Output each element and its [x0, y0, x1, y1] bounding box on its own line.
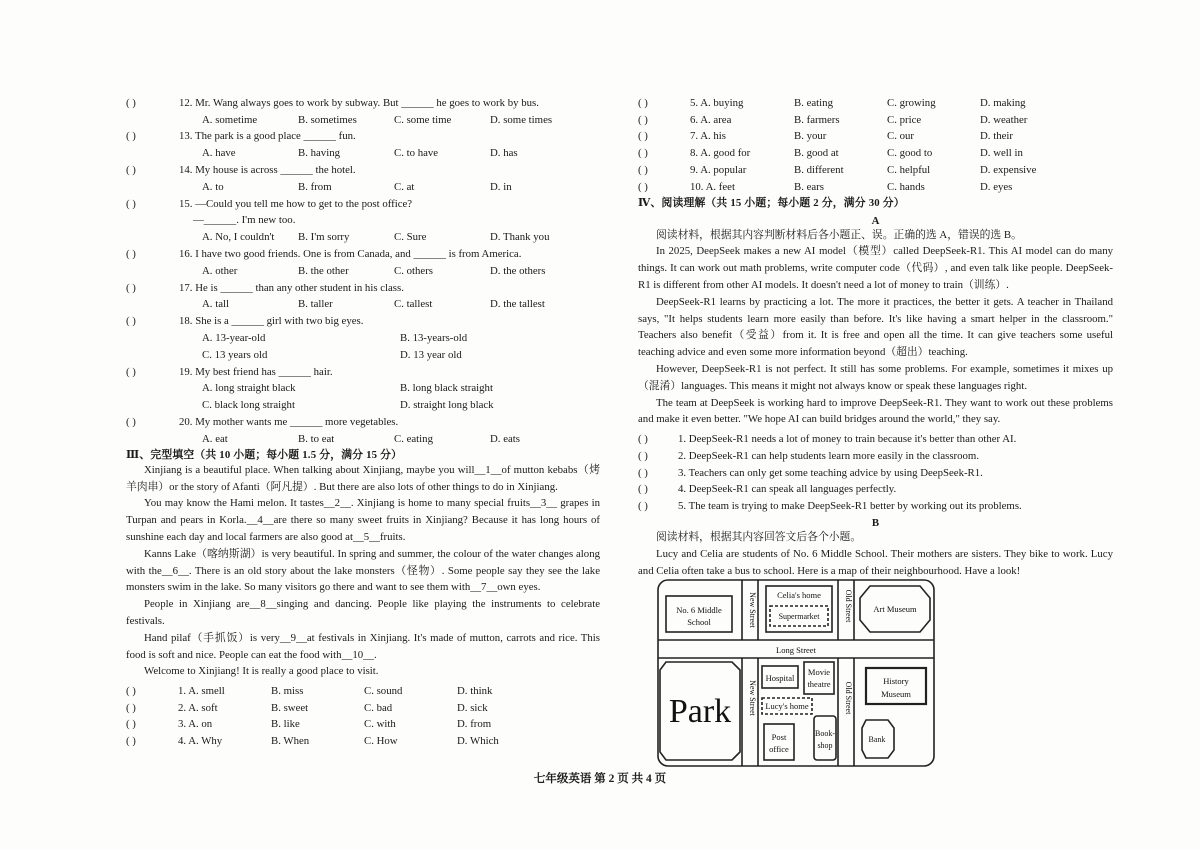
cloze-option-row — [638, 142, 1113, 159]
answer-paren[interactable]: ( ) — [638, 113, 648, 126]
answer-paren[interactable]: ( ) — [126, 163, 136, 176]
option: B. good at — [794, 147, 839, 160]
question-16 — [126, 243, 600, 260]
map-label-park: Park — [668, 693, 732, 730]
map-label-new-street: New Street — [748, 592, 757, 628]
option: B. When — [271, 735, 310, 748]
option: 1. A. smell — [178, 684, 225, 697]
instruction-a: 阅读材料，根据其内容判断材料后各小题正、误。正确的选 A，错误的选 B。 — [656, 228, 1022, 241]
question-stem: 4. DeepSeek-R1 can speak all languages perfectly. — [678, 483, 897, 496]
option: D. expensive — [980, 163, 1037, 176]
answer-paren[interactable]: ( ) — [638, 96, 648, 109]
option: C. hands — [887, 180, 925, 193]
option: C. to have — [394, 147, 439, 160]
option: D. sick — [457, 701, 488, 714]
option-row — [126, 327, 600, 344]
cloze-paragraph: Welcome to Xinjiang! It is really a good place to visit. — [144, 665, 379, 678]
option-row — [126, 294, 600, 311]
question-stem: —______. I'm new too. — [193, 214, 296, 227]
option: B. to eat — [298, 432, 335, 445]
option: A. have — [202, 147, 236, 160]
cloze-option-row — [126, 730, 600, 747]
map-label-old-street: Old Street — [844, 589, 853, 623]
option-row — [126, 260, 600, 277]
option: 10. A. feet — [690, 180, 735, 193]
answer-paren[interactable]: ( ) — [126, 415, 136, 428]
option: C. black long straight — [202, 399, 295, 412]
option: A. to — [202, 180, 224, 193]
option: D. from — [457, 718, 492, 731]
option: C. good to — [887, 147, 933, 160]
option: D. 13 year old — [400, 348, 462, 361]
answer-paren[interactable]: ( ) — [638, 432, 648, 445]
map-label-post-office: office — [769, 744, 789, 754]
option: 7. A. his — [690, 130, 726, 143]
option: C. others — [394, 264, 433, 277]
map-label-history-museum: History — [883, 676, 909, 686]
cloze-option-row — [126, 680, 600, 697]
option: D. has — [490, 147, 518, 160]
page-footer: 七年级英语 第 2 页 共 4 页 — [533, 773, 667, 785]
option: C. some time — [394, 113, 452, 126]
option: D. eyes — [980, 180, 1013, 193]
option: C. at — [394, 180, 415, 193]
option: C. How — [364, 735, 398, 748]
option-row — [126, 428, 600, 445]
map-label-old-street: Old Street — [844, 681, 853, 715]
option: 5. A. buying — [690, 96, 744, 109]
question-19 — [126, 361, 600, 378]
option: C. with — [364, 718, 396, 731]
option: C. growing — [887, 96, 936, 109]
question-stem: 20. My mother wants me ______ more vegetables. — [179, 415, 399, 428]
answer-paren[interactable]: ( ) — [638, 483, 648, 496]
answer-paren[interactable]: ( ) — [126, 281, 136, 294]
question-stem-line2 — [126, 210, 600, 227]
map-label-supermarket: Supermarket — [778, 612, 820, 621]
part-b-label: B — [871, 516, 880, 529]
option: 6. A. area — [690, 113, 732, 126]
answer-paren[interactable]: ( ) — [126, 718, 136, 731]
map-label-lucys-home: Lucy's home — [765, 701, 809, 711]
cloze-option-row — [638, 159, 1113, 176]
map-label-bookshop: shop — [817, 741, 833, 750]
question-stem: 5. The team is trying to make DeepSeek-R1 better by working out its problems. — [678, 500, 1022, 513]
question-stem: 14. My house is across ______ the hotel. — [179, 163, 356, 176]
question-stem: 15. —Could you tell me how to get to the post office? — [179, 197, 413, 210]
option: 9. A. popular — [690, 163, 747, 176]
option: C. Sure — [394, 231, 427, 244]
answer-paren[interactable]: ( ) — [638, 500, 648, 513]
answer-paren[interactable]: ( ) — [638, 130, 648, 143]
option: D. the tallest — [490, 298, 545, 311]
option: C. helpful — [887, 163, 931, 176]
option: D. their — [980, 130, 1013, 143]
option: B. long black straight — [400, 382, 493, 395]
answer-paren[interactable]: ( ) — [638, 163, 648, 176]
option: D. think — [457, 684, 493, 697]
question-15 — [126, 193, 600, 210]
question-stem: 2. DeepSeek-R1 can help students learn more easily in the classroom. — [678, 449, 980, 462]
option: B. your — [794, 130, 827, 143]
option: D. eats — [490, 432, 520, 445]
cloze-option-row — [638, 92, 1113, 109]
passage-a-paragraph: In 2025, DeepSeek makes a new AI model（模型）called DeepSeek-R1. This AI model can do many things. It can work out math problems, write computer code（代码）, and even talk like people. DeepSeek-R1 is different from other AI models. It doesn't need a lot of money to train（训练）. — [638, 245, 1113, 291]
option: A. tall — [202, 298, 229, 311]
option: D. some times — [490, 113, 553, 126]
post-office-building — [764, 724, 794, 760]
map-label-history-museum: Museum — [881, 689, 911, 699]
option: 3. A. on — [178, 718, 213, 731]
answer-paren[interactable]: ( ) — [126, 197, 136, 210]
option: B. sweet — [271, 701, 309, 714]
option: B. miss — [271, 684, 304, 697]
map-label-long-street: Long Street — [776, 645, 816, 655]
option: A. long straight black — [202, 382, 296, 395]
option: B. 13-years-old — [400, 331, 468, 344]
option: C. our — [887, 130, 914, 143]
map-label-hospital: Hospital — [765, 673, 795, 683]
map-label-movie-theatre: theatre — [807, 679, 831, 689]
option: A. No, I couldn't — [202, 231, 275, 244]
map-label-bookshop: Book- — [815, 729, 835, 738]
answer-paren[interactable]: ( ) — [126, 130, 136, 143]
map-label-art-museum: Art Museum — [873, 604, 917, 614]
section-3-heading: Ⅲ、完型填空（共 10 小题；每小题 1.5 分，满分 15 分） — [126, 448, 403, 461]
option: B. sometimes — [298, 113, 357, 126]
instruction-b: 阅读材料，根据其内容回答文后各个小题。 — [656, 530, 862, 543]
option: B. eating — [794, 96, 833, 109]
option: D. the others — [490, 264, 546, 277]
question-20 — [126, 411, 600, 428]
map-label-school: School — [687, 617, 711, 627]
option: D. making — [980, 96, 1026, 109]
option: A. sometime — [202, 113, 258, 126]
judge-question — [638, 479, 1113, 496]
option: C. 13 years old — [202, 348, 268, 361]
passage-a-paragraph: However, DeepSeek-R1 is not perfect. It still has some problems. For example, sometimes it mixes up（混淆）languages. This means it might not always know or speak these languages right. — [638, 362, 1113, 392]
question-stem: 17. He is ______ than any other student in his class. — [179, 281, 404, 294]
question-stem: 16. I have two good friends. One is from Canada, and ______ is from America. — [179, 247, 522, 260]
option-row — [126, 176, 600, 193]
cloze-paragraph: Kanns Lake（喀纳斯湖）is very beautiful. In spring and summer, the colour of the water changes along with the__6__. There is an old story about the lake monsters（怪物）. Some people say they see the lake monsters swim in the lake. So many visitors go there and want to see them with__7__own eyes. — [126, 547, 600, 594]
judge-question — [638, 428, 1113, 445]
option: C. tallest — [394, 298, 433, 311]
map-label-new-street: New Street — [748, 680, 757, 716]
cloze-option-row — [126, 697, 600, 714]
answer-paren[interactable]: ( ) — [638, 147, 648, 160]
answer-paren[interactable]: ( ) — [126, 701, 136, 714]
cloze-paragraph: Xinjiang is a beautiful place. When talking about Xinjiang, maybe you will__1__of mutton kebabs（烤羊肉串）or the story of Afanti（阿凡提）. But there are also lots of other things to do in Xinjiang. — [126, 463, 600, 493]
cloze-option-row — [638, 176, 1113, 193]
cloze-option-row — [638, 126, 1113, 143]
question-14 — [126, 159, 600, 176]
option: B. I'm sorry — [298, 231, 350, 244]
neighbourhood-map — [656, 578, 936, 768]
cloze-paragraph: People in Xinjiang are__8__singing and dancing. People like playing the instruments to celebrate festivals. — [126, 598, 600, 627]
question-17 — [126, 277, 600, 294]
passage-a-paragraph: DeepSeek-R1 learns by practicing a lot. The more it practices, the better it gets. A teacher in Thailand says, "It helps students learn more easily than before. It's like having a smart helper in the classroom." Teachers also benefit（受益）from it. It is free and open all the time. It can give teachers some useful teaching advice and even some more information beyond（超出）teaching. — [638, 295, 1113, 359]
option: D. straight long black — [400, 399, 494, 412]
judge-question — [638, 445, 1113, 462]
option-row — [126, 142, 600, 159]
option: A. 13-year-old — [202, 331, 266, 344]
option-row — [126, 226, 600, 243]
question-12 — [126, 92, 600, 109]
option: C. price — [887, 113, 922, 126]
option: 2. A. soft — [178, 701, 218, 714]
cloze-paragraph: Hand pilaf（手抓饭）is very__9__at festivals in Xinjiang. It's made of mutton, carrots and rice. This food is soft and nice. People can eat the food with__10__. — [126, 631, 600, 661]
map-label-celias-home: Celia's home — [777, 590, 821, 600]
right-column — [638, 92, 1113, 579]
option-row — [126, 394, 600, 411]
map-label-bank: Bank — [868, 735, 886, 744]
option: B. the other — [298, 264, 349, 277]
left-column — [126, 92, 600, 747]
question-stem: 12. Mr. Wang always goes to work by subway. But ______ he goes to work by bus. — [179, 96, 539, 109]
option: B. like — [271, 718, 300, 731]
option: 4. A. Why — [178, 735, 223, 748]
question-13 — [126, 126, 600, 143]
question-stem: 19. My best friend has ______ hair. — [179, 365, 333, 378]
question-stem: 18. She is a ______ girl with two big eyes. — [179, 315, 364, 328]
passage-a-paragraph: The team at DeepSeek is working hard to improve DeepSeek-R1. They want to work out these problems and make it even better. "We hope AI can build bridges around the world," they say. — [638, 396, 1113, 426]
map-label-post-office: Post — [771, 732, 787, 742]
option: B. from — [298, 180, 332, 193]
question-stem: 1. DeepSeek-R1 needs a lot of money to train because it's better than other AI. — [678, 432, 1017, 445]
answer-paren[interactable]: ( ) — [126, 315, 136, 328]
option: C. sound — [364, 684, 403, 697]
section-4-heading: Ⅳ、阅读理解（共 15 小题；每小题 2 分，满分 30 分） — [638, 196, 905, 209]
passage-b: Lucy and Celia are students of No. 6 Middle School. Their mothers are sisters. They bike to work. Lucy and Celia often take a bus to school. Here is a map of their neighbourhood. Have a look! — [638, 547, 1113, 577]
answer-paren[interactable]: ( ) — [638, 180, 648, 193]
option-row — [126, 378, 600, 395]
option: B. ears — [794, 180, 824, 193]
option: D. Which — [457, 735, 499, 748]
map-label-school: No. 6 Middle — [676, 605, 722, 615]
answer-paren[interactable]: ( ) — [638, 449, 648, 462]
option: C. bad — [364, 701, 393, 714]
option: D. in — [490, 180, 512, 193]
option: B. taller — [298, 298, 333, 311]
cloze-paragraph: You may know the Hami melon. It tastes__2__. Xinjiang is home to many special fruits__3__ grapes in Turpan and pears in Korla.__4__are there so many sweet fruits in Xinjiang? Because it has long hours of sunshine each day and local farmers are also good at__5__fruits. — [126, 497, 600, 543]
bookshop-building — [814, 716, 836, 760]
option: B. farmers — [794, 113, 840, 126]
option-row — [126, 109, 600, 126]
map-label-movie-theatre: Movie — [807, 667, 831, 677]
answer-paren[interactable]: ( ) — [126, 365, 136, 378]
cloze-option-row — [126, 714, 600, 731]
judge-question — [638, 495, 1113, 512]
option: A. eat — [202, 432, 228, 445]
answer-paren[interactable]: ( ) — [126, 247, 136, 260]
question-stem: 13. The park is a good place ______ fun. — [179, 130, 356, 143]
question-18 — [126, 310, 600, 327]
option: A. other — [202, 264, 238, 277]
answer-paren[interactable]: ( ) — [638, 466, 648, 479]
option: 8. A. good for — [690, 147, 751, 160]
answer-paren[interactable]: ( ) — [126, 96, 136, 109]
option: D. Thank you — [490, 231, 550, 244]
option: C. eating — [394, 432, 433, 445]
option: D. well in — [980, 147, 1023, 160]
option: B. different — [794, 163, 844, 176]
answer-paren[interactable]: ( ) — [126, 684, 136, 697]
option-row — [126, 344, 600, 361]
question-stem: 3. Teachers can only get some teaching advice by using DeepSeek-R1. — [678, 466, 983, 479]
option: D. weather — [980, 113, 1028, 126]
cloze-option-row — [638, 109, 1113, 126]
answer-paren[interactable]: ( ) — [126, 735, 136, 748]
option: B. having — [298, 147, 340, 160]
judge-question — [638, 462, 1113, 479]
part-a-label: A — [871, 214, 880, 227]
